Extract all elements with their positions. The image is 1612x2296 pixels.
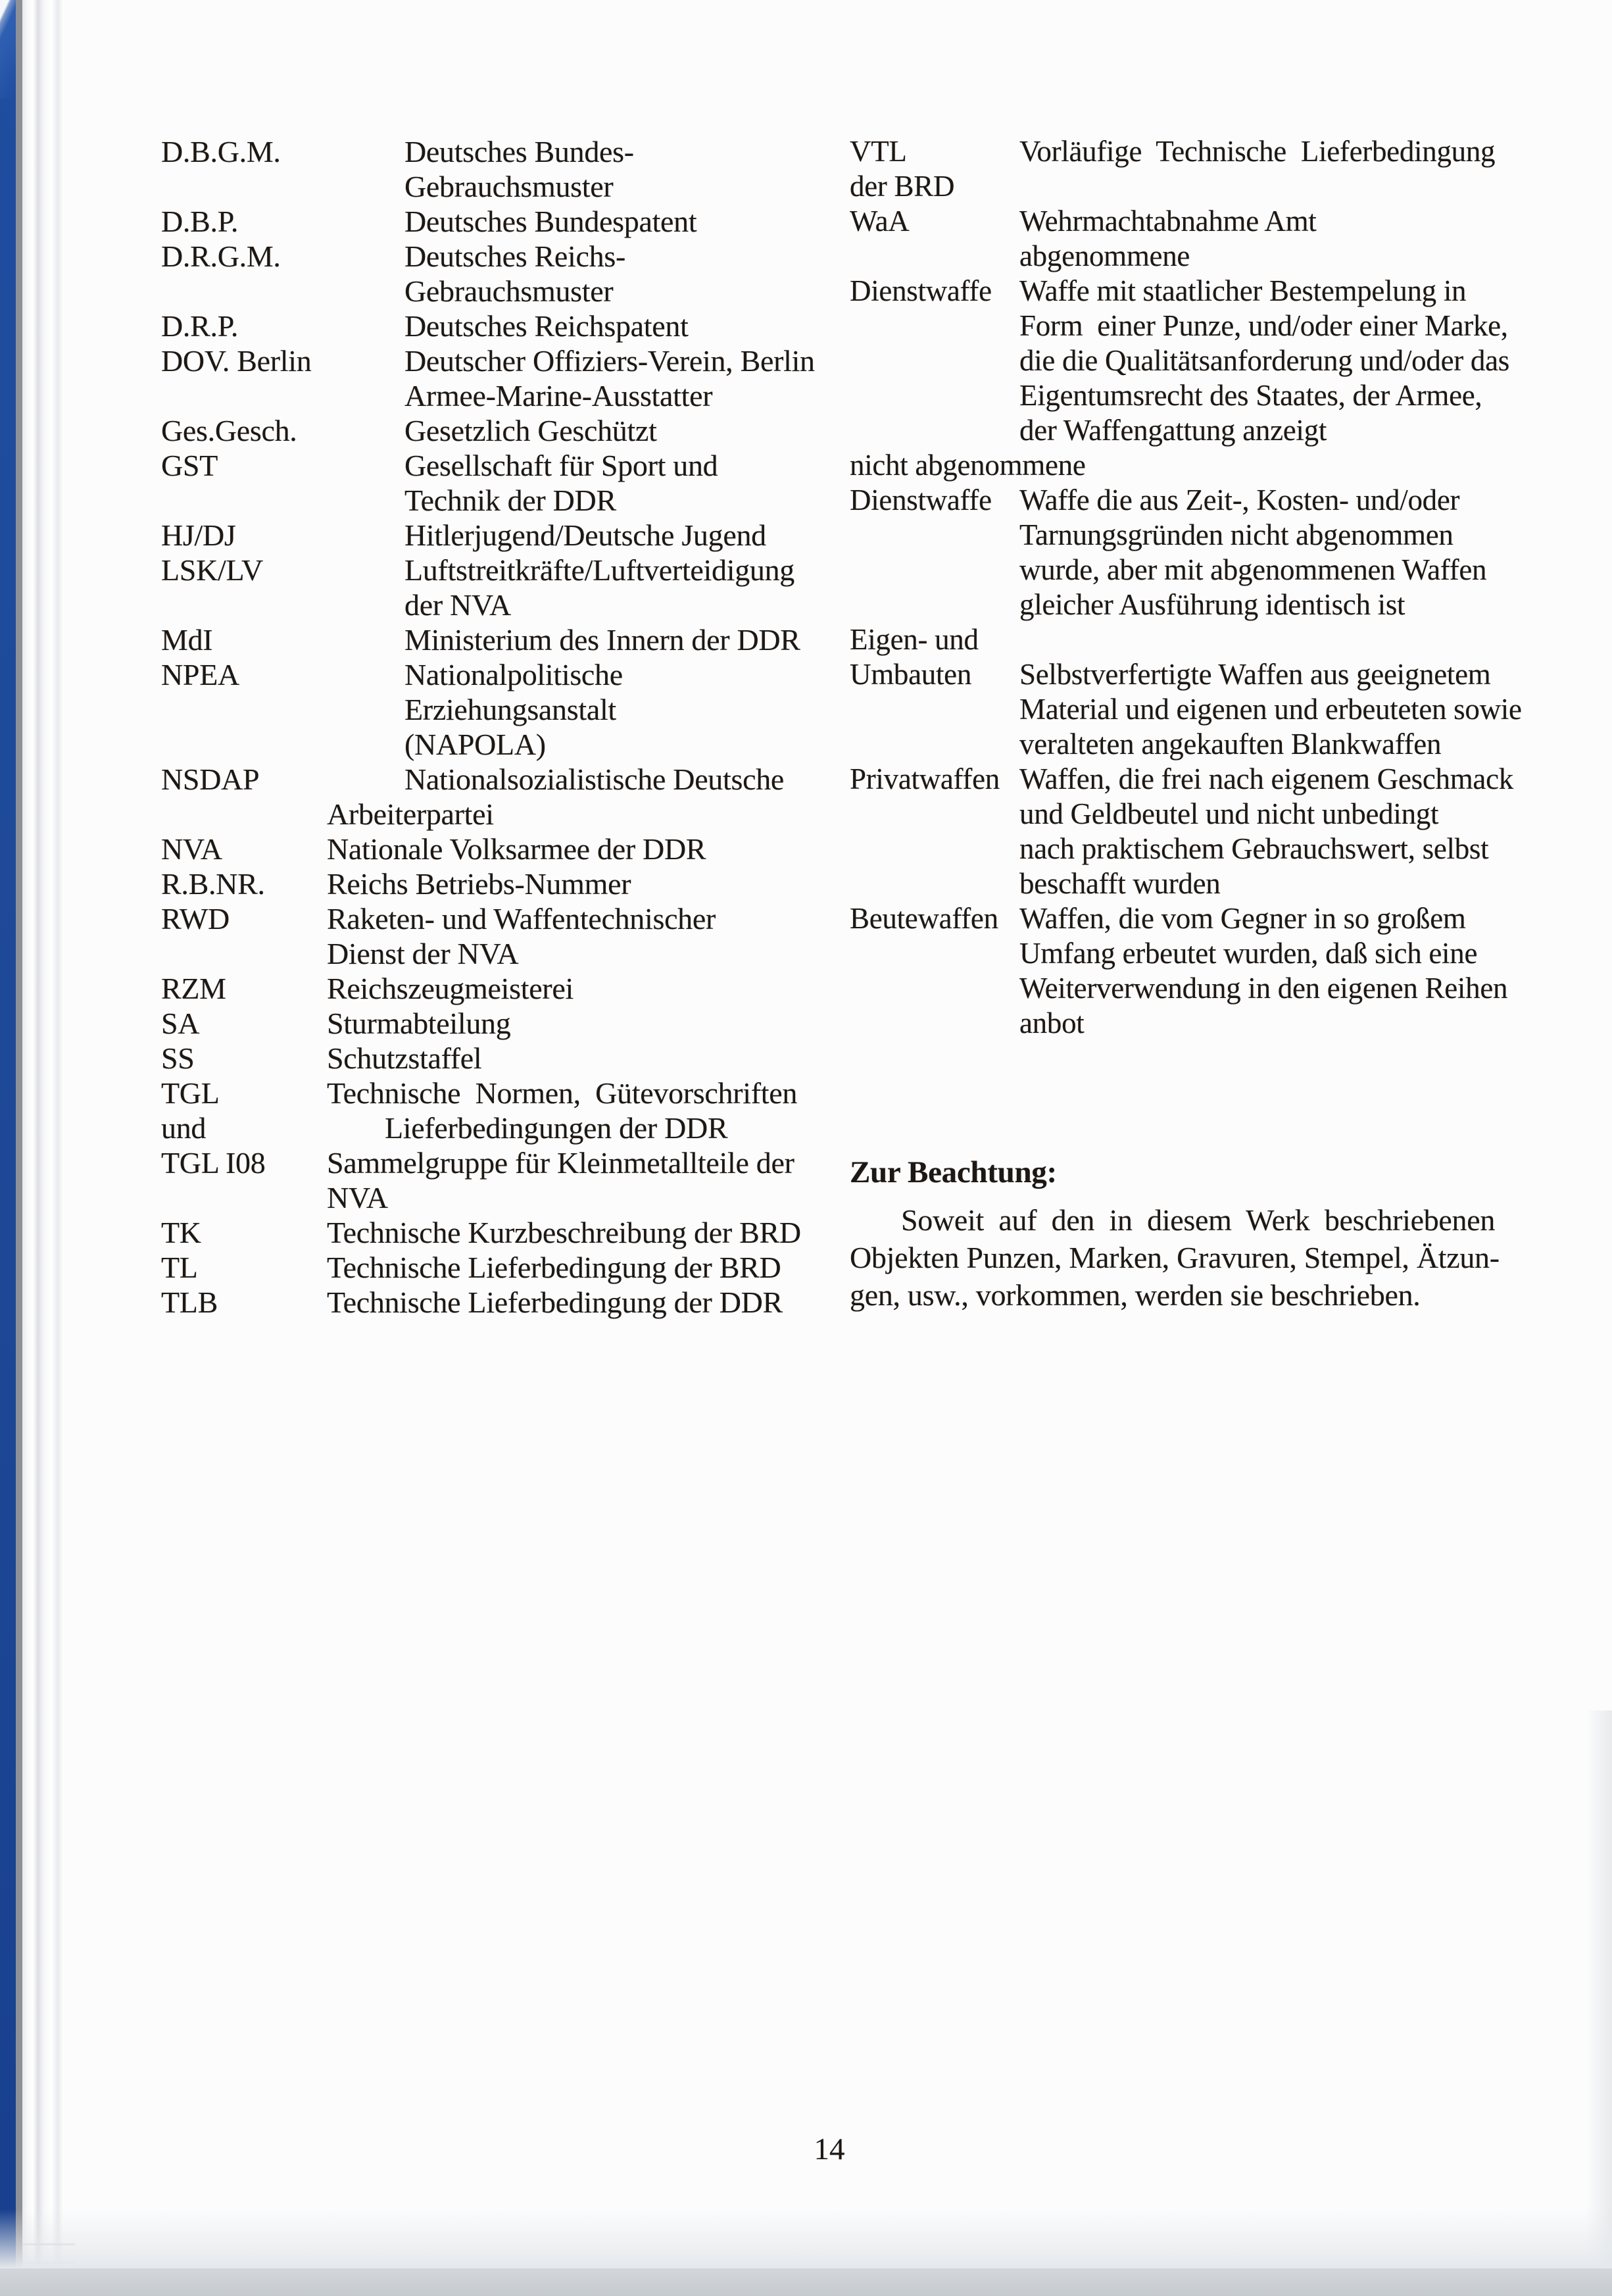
notice-line: gen, usw., vorkommen, werden sie beschrieben. [850, 1278, 1421, 1312]
definition-line: Reichszeugmeisterei [327, 972, 574, 1005]
definition-line: Vorläufige Technische Lieferbedingung [1019, 135, 1496, 168]
definition-line: Technische Normen, Gütevorschriften [327, 1076, 798, 1110]
abbreviation-term: DOV. Berlin [161, 344, 312, 378]
definition-line: Sammelgruppe für Kleinmetallteile der [327, 1146, 794, 1180]
definition-line: Tarnungsgründen nicht abgenommen [1019, 518, 1453, 551]
definition-line: Sturmabteilung [327, 1007, 511, 1040]
page-number: 14 [814, 2132, 845, 2166]
definition-line: wurde, aber mit abgenommenen Waffen [1019, 553, 1487, 586]
definition-line: Form einer Punze, und/oder einer Marke, [1019, 309, 1508, 342]
abbreviation-term: Ges.Gesch. [161, 414, 297, 447]
abbreviation-term: Privatwaffen [850, 762, 1000, 795]
definition-line: Raketen- und Waffentechnischer [327, 902, 716, 936]
abbreviation-term: D.R.P. [161, 309, 239, 343]
definition-line: Umfang erbeutet wurden, daß sich eine [1019, 937, 1478, 970]
abbreviation-term: D.B.P. [161, 205, 239, 238]
definition-line: Erziehungsanstalt [404, 693, 616, 726]
abbreviation-term: Dienstwaffe [850, 484, 992, 516]
abbreviation-term: RWD [161, 902, 230, 936]
definition-line: Technische Lieferbedingung der DDR [327, 1285, 783, 1319]
abbreviation-term: SA [161, 1007, 200, 1040]
definition-line: Waffe die aus Zeit-, Kosten- und/oder [1019, 484, 1460, 516]
abbreviation-term: MdI [161, 623, 213, 657]
definition-line: Weiterverwendung in den eigenen Reihen [1019, 972, 1508, 1005]
abbreviation-term: NVA [161, 832, 222, 866]
definition-line: Deutscher Offiziers-Verein, Berlin [404, 344, 815, 378]
definition-line: Material und eigenen und erbeuteten sowie [1019, 693, 1522, 726]
abbreviation-term: Beutewaffen [850, 902, 998, 935]
abbreviation-term: NSDAP [161, 762, 260, 796]
definition-line: nach praktischem Gebrauchswert, selbst [1019, 832, 1489, 865]
abbreviation-term: Eigen- und [850, 623, 979, 656]
abbreviation-term: Umbauten [850, 658, 972, 691]
definition-line: veralteten angekauften Blankwaffen [1019, 728, 1442, 761]
page-right-edge [1586, 1710, 1612, 2268]
definition-line: Nationalsozialistische Deutsche [404, 762, 785, 796]
definition-line: Deutsches Bundes- [404, 135, 634, 168]
abbreviation-term: R.B.NR. [161, 867, 265, 901]
abbreviation-term: TLB [161, 1285, 218, 1319]
definition-line: Gebrauchsmuster [404, 274, 614, 308]
definition-line: Schutzstaffel [327, 1041, 482, 1075]
abbreviation-term: nicht abgenommene [850, 449, 1086, 482]
definition-line: die die Qualitätsanforderung und/oder das [1019, 344, 1509, 377]
definition-line: beschafft wurden [1019, 867, 1221, 900]
definition-line: der Waffengattung anzeigt [1019, 414, 1327, 447]
definition-line: anbot [1019, 1007, 1085, 1039]
definition-line: Deutsches Reichspatent [404, 309, 689, 343]
abbreviation-term: SS [161, 1041, 195, 1075]
abbreviation-term: Dienstwaffe [850, 274, 992, 307]
definition-line: Hitlerjugend/Deutsche Jugend [404, 518, 766, 552]
definition-line: Deutsches Reichs- [404, 239, 625, 273]
definition-line: gleicher Ausführung identisch ist [1019, 588, 1405, 621]
definition-line: Wehrmachtabnahme Amt [1019, 205, 1317, 237]
definition-line: Eigentumsrecht des Staates, der Armee, [1019, 379, 1482, 412]
definition-line: Technische Lieferbedingung der BRD [327, 1251, 781, 1284]
abbreviation-term: RZM [161, 972, 226, 1005]
abbreviation-term: D.R.G.M. [161, 239, 281, 273]
definition-line: Technische Kurzbeschreibung der BRD [327, 1216, 801, 1249]
definition-line: Selbstverfertigte Waffen aus geeignetem [1019, 658, 1491, 691]
abbreviation-term: D.B.G.M. [161, 135, 281, 168]
definition-line: abgenommene [1019, 239, 1190, 272]
definition-line: Reichs Betriebs-Nummer [327, 867, 631, 901]
definition-line: Technik der DDR [404, 484, 616, 517]
notice-line: Objekten Punzen, Marken, Gravuren, Stempel, Ätzun- [850, 1241, 1500, 1274]
abbreviation-term: HJ/DJ [161, 518, 236, 552]
abbreviation-term: TK [161, 1216, 201, 1249]
abbreviation-term: der BRD [850, 170, 955, 203]
definition-line: Deutsches Bundespatent [404, 205, 697, 238]
definition-line: Luftstreitkräfte/Luftverteidigung [404, 553, 794, 587]
definition-line: Waffen, die vom Gegner in so großem [1019, 902, 1466, 935]
page-bottom-fade [0, 2209, 1612, 2268]
definition-line: Arbeiterpartei [327, 797, 494, 831]
definition-line: der NVA [404, 588, 511, 622]
definition-line: (NAPOLA) [404, 728, 546, 761]
definition-line: Dienst der NVA [327, 937, 519, 970]
abbreviation-term: GST [161, 449, 218, 482]
definition-line: Nationale Volksarmee der DDR [327, 832, 706, 866]
abbreviation-term: TGL [161, 1076, 220, 1110]
abbreviation-term: TGL I08 [161, 1146, 266, 1180]
definition-line: Gebrauchsmuster [404, 170, 614, 203]
definition-line: Gesetzlich Geschützt [404, 414, 657, 447]
abbreviation-term: und [161, 1111, 207, 1145]
abbreviation-term: TL [161, 1251, 198, 1284]
abbreviation-term: NPEA [161, 658, 239, 691]
abbreviation-term: VTL [850, 135, 907, 168]
page-stack-edge [22, 0, 63, 2268]
scanner-bottom-edge [0, 2268, 1612, 2296]
definition-line: und Geldbeutel und nicht unbedingt [1019, 797, 1439, 830]
notice-line: Soweit auf den in diesem Werk beschriebenen [901, 1203, 1496, 1237]
notice-heading: Zur Beachtung: [850, 1155, 1057, 1189]
definition-line: Waffen, die frei nach eigenem Geschmack [1019, 762, 1513, 795]
definition-line: NVA [327, 1181, 388, 1214]
definition-line: Gesellschaft für Sport und [404, 449, 718, 482]
cover-shadow-edge [16, 0, 22, 2296]
abbreviation-term: WaA [850, 205, 910, 237]
book-cover-edge [0, 0, 16, 2296]
definition-line: Waffe mit staatlicher Bestempelung in [1019, 274, 1467, 307]
definition-line: Lieferbedingungen der DDR [385, 1111, 728, 1145]
definition-line: Ministerium des Innern der DDR [404, 623, 800, 657]
definition-line: Nationalpolitische [404, 658, 623, 691]
definition-line: Armee-Marine-Ausstatter [404, 379, 713, 412]
abbreviation-term: LSK/LV [161, 553, 263, 587]
